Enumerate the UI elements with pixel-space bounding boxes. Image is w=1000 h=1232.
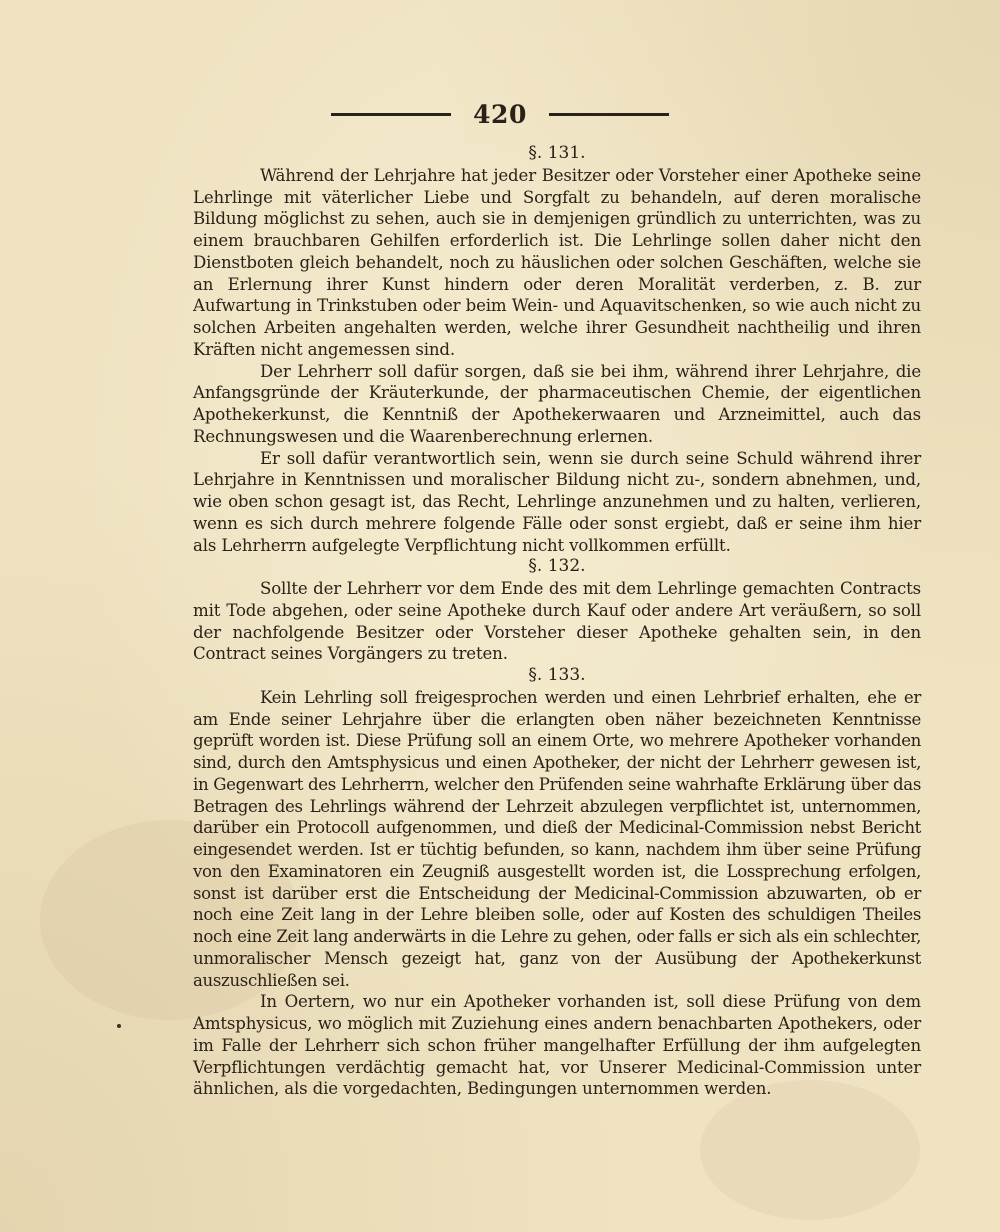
paper-stain (700, 1080, 920, 1220)
paragraph: Sollte der Lehrherr vor dem Ende des mit dem Lehrlinge gemachten Contracts mit Tode abgehen, oder seine Apotheke durch Kauf oder andere Art veräußern, so soll der nachfolgende Besitzer oder Vorsteher dieser Apotheke gehalten sein, in den Contract seines Vorgängers zu treten. (193, 579, 921, 664)
paragraph: Kein Lehrling soll freigesprochen werden und einen Lehrbrief erhalten, ehe er am Ende seiner Lehrjahre über die erlangten oben näher bezeichneten Kenntnisse geprüft worden ist. Diese Prüfung soll an einem Orte, wo mehrere Apotheker vorhanden sind, durch den Amtsphysicus und einen Apotheker, der nicht der Lehrherr gewesen ist, in Gegenwart des Lehrherrn, welcher den Prüfenden seine wahrhafte Erklärung über das Betragen des Lehrlings während der Lehrzeit abzulegen verpflichtet ist, unternommen, darüber ein Protocoll aufgenommen, und dieß der Medicinal-Commission nebst Bericht eingesendet werden. Ist er tüchtig befunden, so kann, nachdem ihm über seine Prüfung von den Examinatoren ein Zeugniß ausgestellt worden ist, die Lossprechung erfolgen, sonst ist darüber erst die Entscheidung der Medicinal-Commission abzuwarten, ob er noch eine Zeit lang in der Lehre bleiben solle, oder auf Kosten des schuldigen Theiles noch eine Zeit lang anderwärts in die Lehre zu gehen, oder falls er sich als ein schlechter, unmoralischer Mensch gezeigt hat, ganz von der Ausübung der Apothekerkunst auszuschließen sei. (193, 687, 921, 990)
running-head (0, 96, 1000, 132)
paragraph: Der Lehrherr soll dafür sorgen, daß sie bei ihm, während ihrer Lehrjahre, die Anfangsgründe der Kräuterkunde, der pharmaceutischen Chemie, der eigentlichen Apothekerkunst, die Kenntniß der Apothekerwaaren und Arzneimittel, auch das Rechnungswesen und die Waarenberechnung erlernen. (193, 361, 921, 446)
section-heading: §. 133. (528, 665, 586, 685)
paragraph: Er soll dafür verantwortlich sein, wenn sie durch seine Schuld während ihrer Lehrjahre in Kenntnissen und moralischer Bildung nicht zu-, sondern abnehmen, und, wie oben schon gesagt ist, das Recht, Lehrlinge anzunehmen und zu halten, verlieren, wenn es sich durch mehrere folgende Fälle oder sonst ergiebt, daß er seine ihm hier als Lehrherrn aufgelegte Verpflichtung nicht vollkommen erfüllt. (193, 448, 921, 555)
ink-speck (117, 1024, 121, 1028)
section-heading: §. 132. (528, 556, 586, 577)
body-text (193, 143, 921, 1100)
paragraph: In Oertern, wo nur ein Apotheker vorhanden ist, soll diese Prüfung von dem Amtsphysicus, wo möglich mit Zuziehung eines andern benachbarten Apothekers, oder im Falle der Lehrherr sich schon früher mangelhafter Erfüllung der ihm aufgelegten Verpflichtungen verdächtig gemacht hat, vor Unserer Medicinal-Commission unter ähnlichen, als die vorgedachten, Bedingungen unternommen werden. (193, 992, 921, 1099)
page-number: 420 (473, 99, 527, 129)
paragraph: Während der Lehrjahre hat jeder Besitzer oder Vorsteher einer Apotheke seine Lehrlinge mit väterlicher Liebe und Sorgfalt zu behandeln, auf deren moralische Bildung möglichst zu sehen, auch sie in demjenigen gründlich zu unterrichten, was zu einem brauchbaren Gehilfen erforderlich ist. Die Lehrlinge sollen daher nicht den Dienstboten gleich behandelt, noch zu häuslichen oder solchen Geschäften, welche sie an Erlernung ihrer Kunst hindern oder deren Moralität verderben, z. B. zur Aufwartung in Trinkstuben oder beim Wein- und Aquavitschenken, so wie auch nicht zu solchen Arbeiten angehalten werden, welche ihrer Gesundheit nachtheilig und ihren Kräften nicht angemessen sind. (193, 165, 921, 359)
section-heading: §. 131. (528, 143, 586, 163)
header-rule-left (331, 113, 451, 116)
header-rule-right (549, 113, 669, 116)
